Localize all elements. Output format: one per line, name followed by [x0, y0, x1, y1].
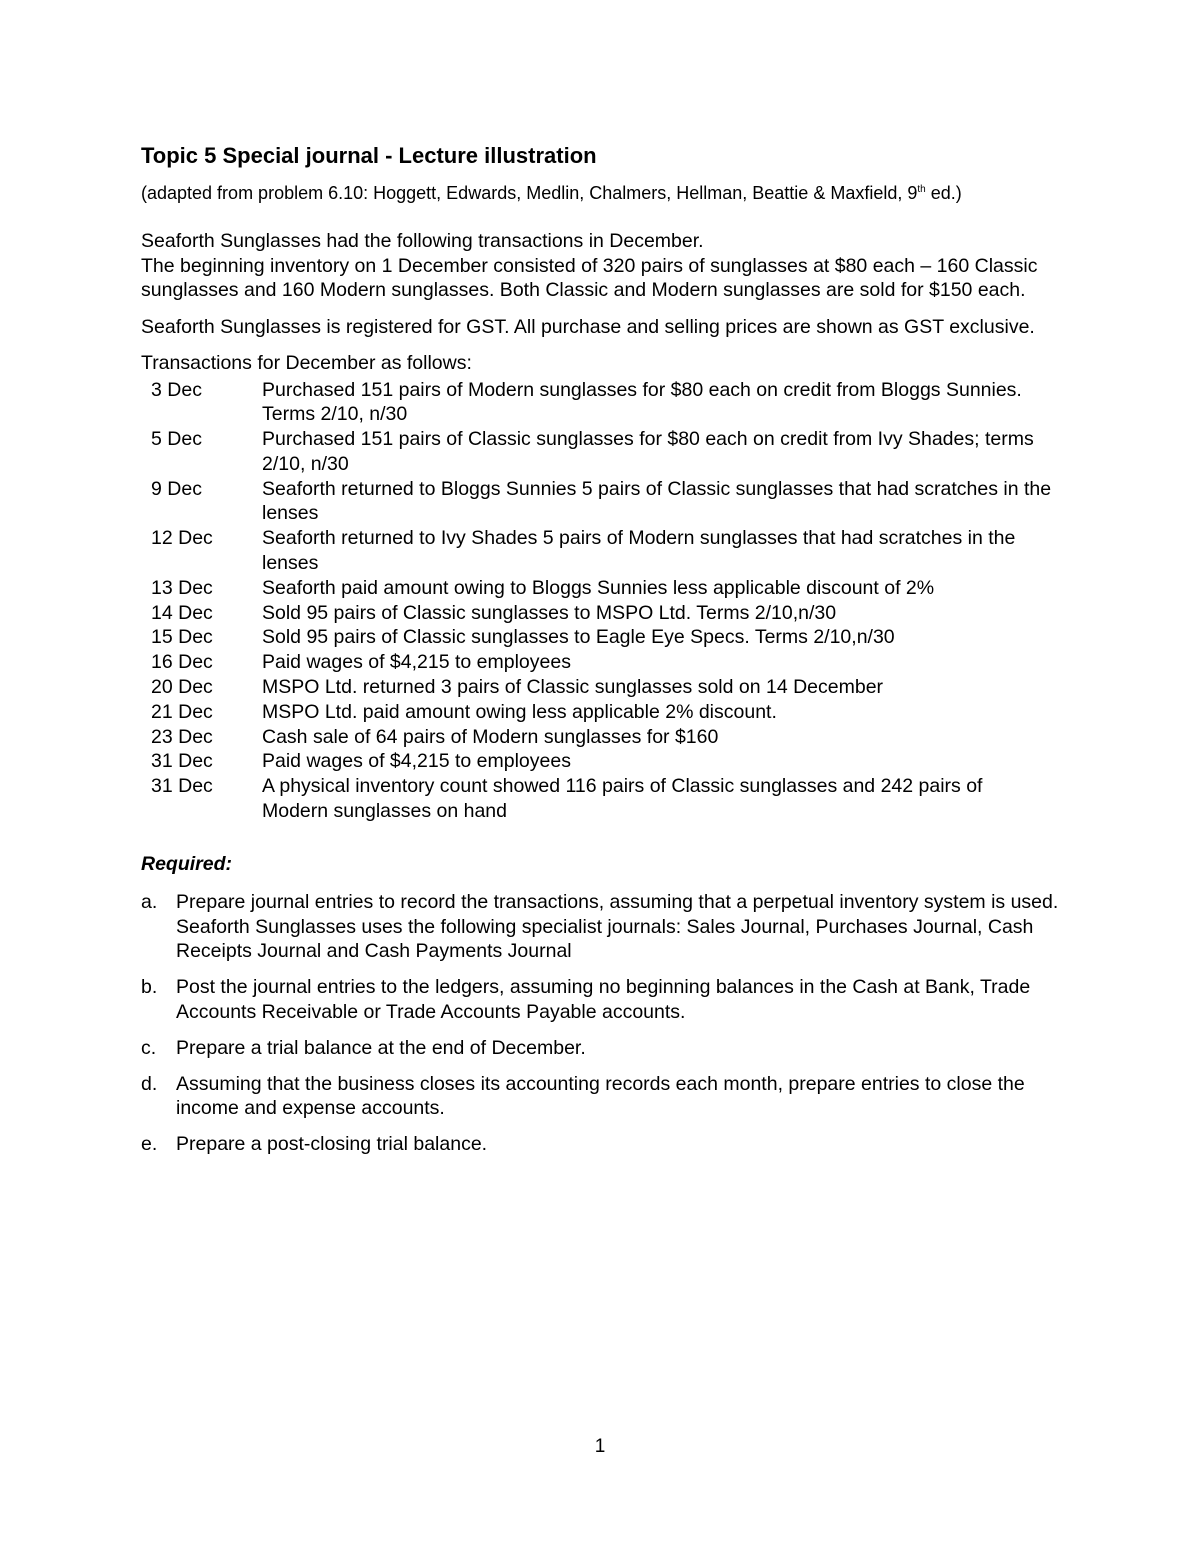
- transaction-row: [151, 700, 1052, 725]
- transaction-description: Cash sale of 64 pairs of Modern sunglasses for $160: [262, 725, 719, 748]
- requirement-text: Assuming that the business closes its accounting records each month, prepare entries to close the income and expense accounts.: [176, 1072, 1025, 1120]
- intro-paragraph-4: Transactions for December as follows:: [141, 352, 472, 374]
- transactions-table: [151, 378, 1052, 824]
- transaction-date: 14 Dec: [151, 601, 213, 624]
- transaction-description: Seaforth returned to Bloggs Sunnies 5 pairs of Classic sunglasses that had scratches in the lenses: [262, 477, 1052, 525]
- requirement-letter: e.: [141, 1133, 158, 1156]
- intro-paragraph-3: Seaforth Sunglasses is registered for GST. All purchase and selling prices are shown as GST exclusive.: [141, 315, 1035, 338]
- transaction-description: A physical inventory count showed 116 pairs of Classic sunglasses and 242 pairs of Modern sunglasses on hand: [262, 775, 983, 823]
- transaction-description: Sold 95 pairs of Classic sunglasses to Eagle Eye Specs. Terms 2/10,n/30: [262, 626, 895, 649]
- transaction-row: [151, 650, 1052, 675]
- transaction-date: 31 Dec: [151, 775, 213, 798]
- transaction-description: Paid wages of $4,215 to employees: [262, 750, 571, 773]
- transaction-row: [151, 601, 1052, 626]
- transaction-row: [151, 725, 1052, 750]
- requirement-letter: c.: [141, 1036, 157, 1059]
- transaction-description: Sold 95 pairs of Classic sunglasses to MSPO Ltd. Terms 2/10,n/30: [262, 601, 837, 624]
- transaction-date: 3 Dec: [151, 378, 202, 401]
- source-text: (adapted from problem 6.10: Hoggett, Edwards, Medlin, Chalmers, Hellman, Beattie & Maxfield, 9: [141, 183, 918, 203]
- transaction-date: 5 Dec: [151, 428, 202, 451]
- intro-paragraph-2: The beginning inventory on 1 December consisted of 320 pairs of sunglasses at $80 each – 160 Classic sunglasses and 160 Modern sunglasses. Both Classic and Modern sunglasses are sold for $150 each.: [141, 254, 1038, 301]
- requirement-letter: a.: [141, 890, 158, 913]
- intro-paragraph-1: Seaforth Sunglasses had the following transactions in December.: [141, 230, 704, 252]
- transaction-date: 21 Dec: [151, 700, 213, 723]
- requirement-item: [141, 975, 1061, 1025]
- requirement-text: Prepare a post-closing trial balance.: [176, 1133, 488, 1156]
- source-citation: [141, 178, 1061, 205]
- transaction-date: 20 Dec: [151, 676, 213, 699]
- requirement-item: [141, 890, 1061, 964]
- transaction-description: Seaforth paid amount owing to Bloggs Sunnies less applicable discount of 2%: [262, 576, 935, 599]
- transaction-date: 31 Dec: [151, 750, 213, 773]
- required-heading: Required:: [141, 852, 233, 875]
- transaction-date: 23 Dec: [151, 725, 213, 748]
- page-title: Topic 5 Special journal - Lecture illustration: [141, 143, 597, 168]
- transaction-date: 13 Dec: [151, 576, 213, 599]
- source-suffix: ed.): [925, 183, 962, 203]
- requirement-text: Post the journal entries to the ledgers, assuming no beginning balances in the Cash at Bank, Trade Accounts Receivable or Trade Accounts Payable accounts.: [176, 976, 1031, 1024]
- transaction-row: [151, 675, 1052, 700]
- requirement-item: [141, 1072, 1061, 1122]
- document-page: [141, 142, 1061, 1168]
- transaction-date: 9 Dec: [151, 477, 202, 500]
- transaction-row: [151, 477, 1052, 527]
- requirement-letter: d.: [141, 1072, 158, 1095]
- transaction-date: 12 Dec: [151, 527, 213, 550]
- transaction-description: Seaforth returned to Ivy Shades 5 pairs of Modern sunglasses that had scratches in the lenses: [262, 527, 1016, 575]
- source-superscript: th: [917, 184, 926, 195]
- requirement-letter: b.: [141, 976, 158, 999]
- requirements-list: [141, 890, 1061, 1157]
- transaction-row: [151, 526, 1052, 576]
- requirement-text: Prepare a trial balance at the end of December.: [176, 1036, 586, 1059]
- transaction-row: [151, 774, 1052, 824]
- transaction-description: MSPO Ltd. returned 3 pairs of Classic sunglasses sold on 14 December: [262, 676, 884, 699]
- requirement-item: [141, 1036, 1061, 1061]
- transaction-row: [151, 625, 1052, 650]
- transaction-description: MSPO Ltd. paid amount owing less applicable 2% discount.: [262, 700, 777, 723]
- transaction-row: [151, 749, 1052, 774]
- transaction-date: 16 Dec: [151, 651, 213, 674]
- transaction-row: [151, 427, 1052, 477]
- transaction-description: Paid wages of $4,215 to employees: [262, 651, 571, 674]
- transaction-date: 15 Dec: [151, 626, 213, 649]
- transaction-row: [151, 576, 1052, 601]
- requirement-item: [141, 1132, 1061, 1157]
- page-number: 1: [594, 1436, 606, 1457]
- requirement-text: Prepare journal entries to record the transactions, assuming that a perpetual inventory system is used. Seaforth Sunglasses uses the following specialist journals: Sales Journal, Purchases Journal, Cash Receipts Journal and Cash Payments Journal: [176, 890, 1059, 963]
- transaction-description: Purchased 151 pairs of Modern sunglasses for $80 each on credit from Bloggs Sunnies. Terms 2/10, n/30: [262, 378, 1022, 426]
- transaction-description: Purchased 151 pairs of Classic sunglasses for $80 each on credit from Ivy Shades; terms 2/10, n/30: [262, 428, 1034, 475]
- transaction-row: [151, 378, 1052, 428]
